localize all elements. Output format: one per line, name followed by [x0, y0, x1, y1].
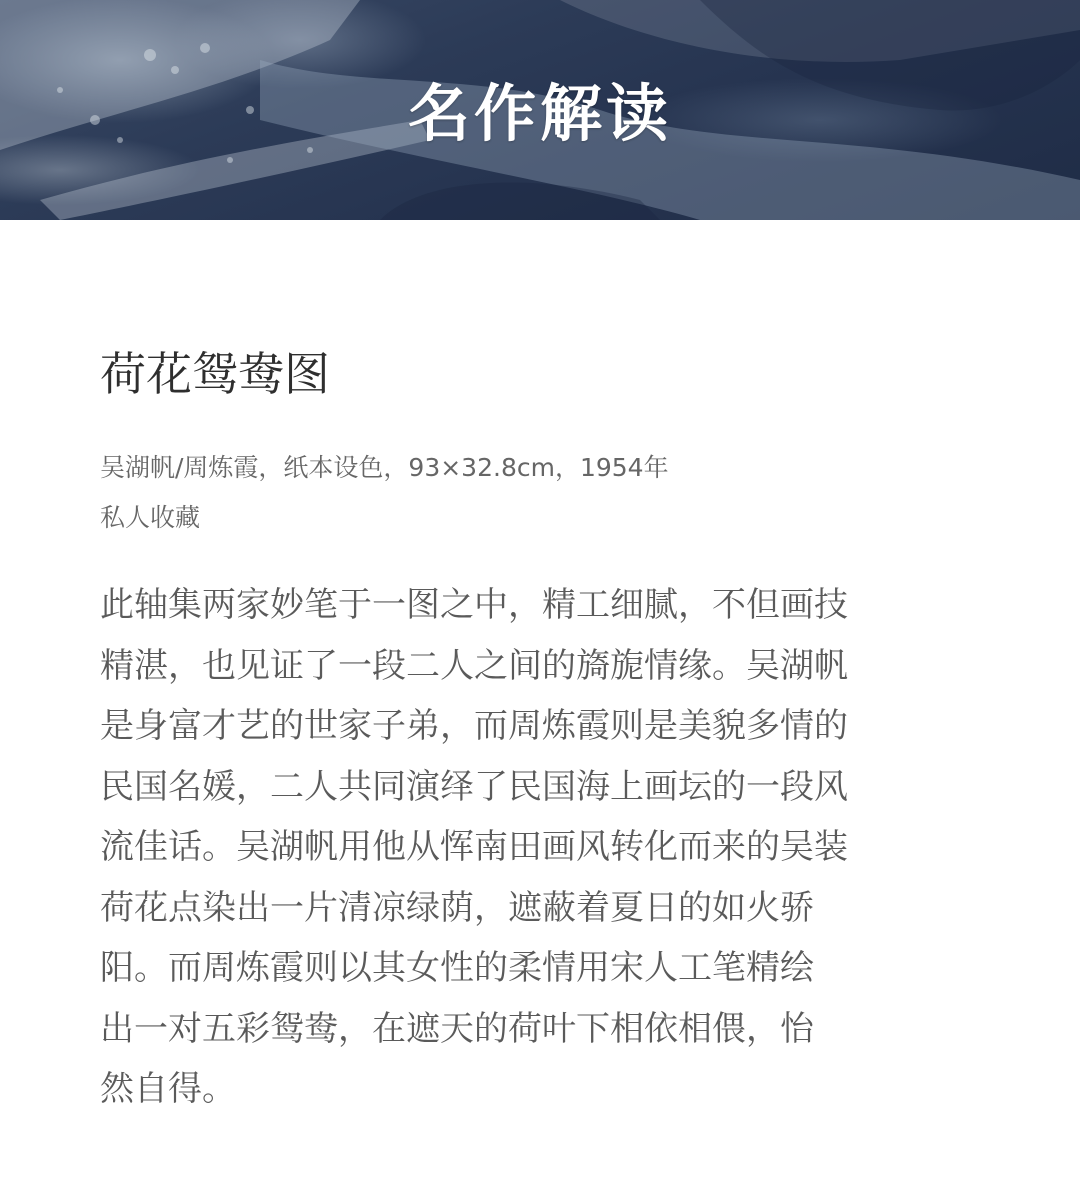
description-line: 阳。而周炼霞则以其女性的柔情用宋人工笔精绘: [100, 948, 814, 988]
description-line: 流佳话。吴湖帆用他从恽南田画风转化而来的吴装: [100, 827, 848, 867]
artwork-collection: 私人收藏: [100, 503, 201, 532]
description-line: 出一对五彩鸳鸯，在遮天的荷叶下相依相偎，怡: [100, 1008, 814, 1049]
description-line: 精湛，也见证了一段二人之间的旖旎情缘。吴湖帆: [100, 645, 848, 686]
banner-title: 名作解读: [407, 77, 672, 150]
artwork-title: 荷花鸳鸯图: [100, 347, 330, 401]
artwork-description: [100, 575, 980, 1120]
artwork-meta: [100, 443, 980, 543]
header-banner: [0, 0, 1080, 220]
description-line: 荷花点染出一片清凉绿荫，遮蔽着夏日的如火骄: [100, 887, 814, 928]
description-line: 民国名媛，二人共同演绎了民国海上画坛的一段风: [100, 766, 848, 807]
description-line: 此轴集两家妙笔于一图之中，精工细腻，不但画技: [100, 585, 848, 625]
description-line: 是身富才艺的世家子弟，而周炼霞则是美貌多情的: [100, 706, 848, 746]
description-line: 然自得。: [100, 1069, 236, 1109]
artwork-meta-details: 吴湖帆/周炼霞，纸本设色，93×32.8cm，1954年: [100, 453, 669, 482]
